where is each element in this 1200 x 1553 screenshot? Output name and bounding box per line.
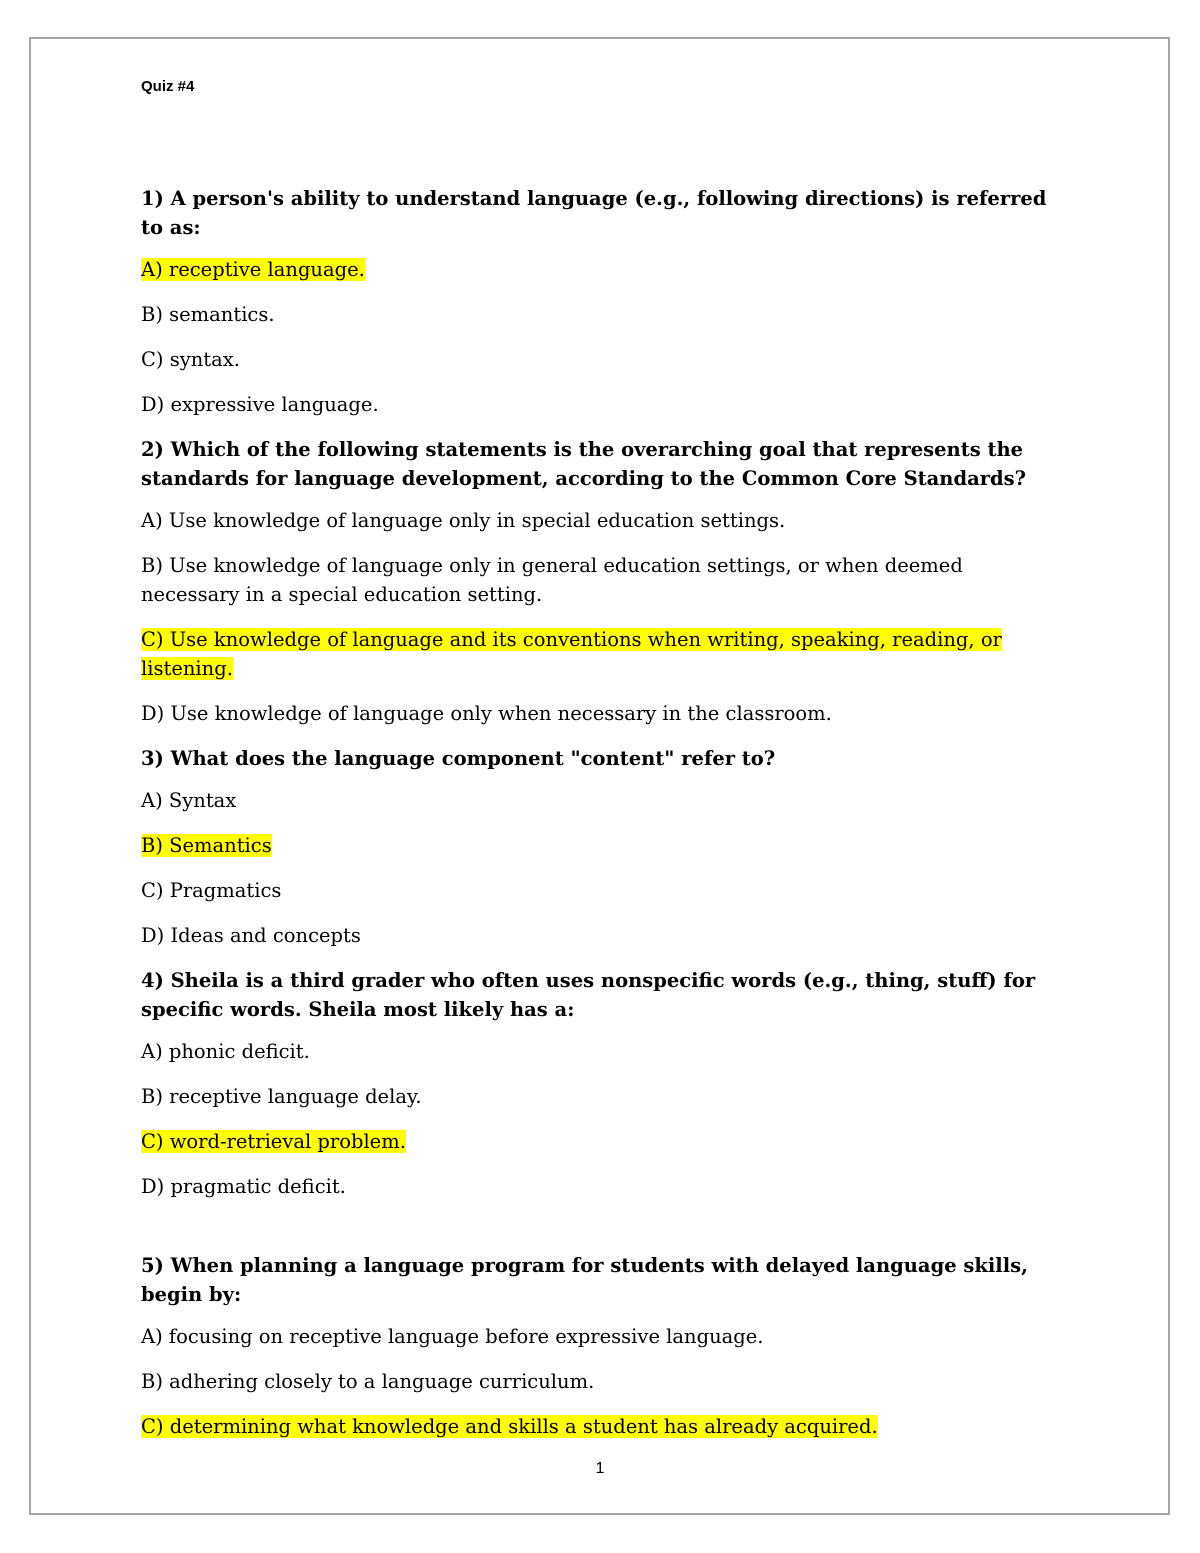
- option-4c: [141, 1127, 1056, 1156]
- option-1a: [141, 255, 1056, 284]
- highlighted-answer: C) Use knowledge of language and its conventions when writing, speaking, reading, or listening.: [141, 628, 1002, 680]
- option-1d: D) expressive language.: [141, 393, 379, 416]
- option-4a: A) phonic deficit.: [141, 1040, 310, 1063]
- option-2c: [141, 625, 1056, 683]
- option-3b: [141, 831, 1056, 860]
- option-4d: D) pragmatic deficit.: [141, 1175, 346, 1198]
- option-2b: B) Use knowledge of language only in general education settings, or when deemed necessary in a special education setting.: [141, 554, 963, 606]
- option-4b: B) receptive language delay.: [141, 1085, 422, 1108]
- question-4: 4) Sheila is a third grader who often uses nonspecific words (e.g., thing, stuff) for specific words. Sheila most likely has a:: [141, 969, 1036, 1021]
- option-1c: C) syntax.: [141, 348, 240, 371]
- highlighted-answer: C) determining what knowledge and skills a student has already acquired.: [141, 1415, 878, 1438]
- question-1: 1) A person's ability to understand language (e.g., following directions) is referred to as:: [141, 187, 1047, 239]
- question-3: 3) What does the language component "content" refer to?: [141, 747, 776, 770]
- option-1b: B) semantics.: [141, 303, 275, 326]
- question-2: 2) Which of the following statements is the overarching goal that represents the standards for language development, according to the Common Core Standards?: [141, 438, 1027, 490]
- page-header: Quiz #4: [141, 78, 195, 95]
- page-number: 1: [595, 1460, 605, 1477]
- option-5a: A) focusing on receptive language before expressive language.: [141, 1325, 764, 1348]
- option-3d: D) Ideas and concepts: [141, 924, 361, 947]
- highlighted-answer: B) Semantics: [141, 834, 272, 857]
- option-5c: [141, 1412, 1056, 1441]
- question-5: 5) When planning a language program for students with delayed language skills, begin by:: [141, 1254, 1028, 1306]
- option-2a: A) Use knowledge of language only in special education settings.: [141, 509, 786, 532]
- highlighted-answer: A) receptive language.: [141, 258, 365, 281]
- option-5b: B) adhering closely to a language curriculum.: [141, 1370, 595, 1393]
- option-3c: C) Pragmatics: [141, 879, 282, 902]
- quiz-content: [141, 184, 1056, 1457]
- option-2d: D) Use knowledge of language only when necessary in the classroom.: [141, 702, 832, 725]
- highlighted-answer: C) word-retrieval problem.: [141, 1130, 406, 1153]
- option-3a: A) Syntax: [141, 789, 237, 812]
